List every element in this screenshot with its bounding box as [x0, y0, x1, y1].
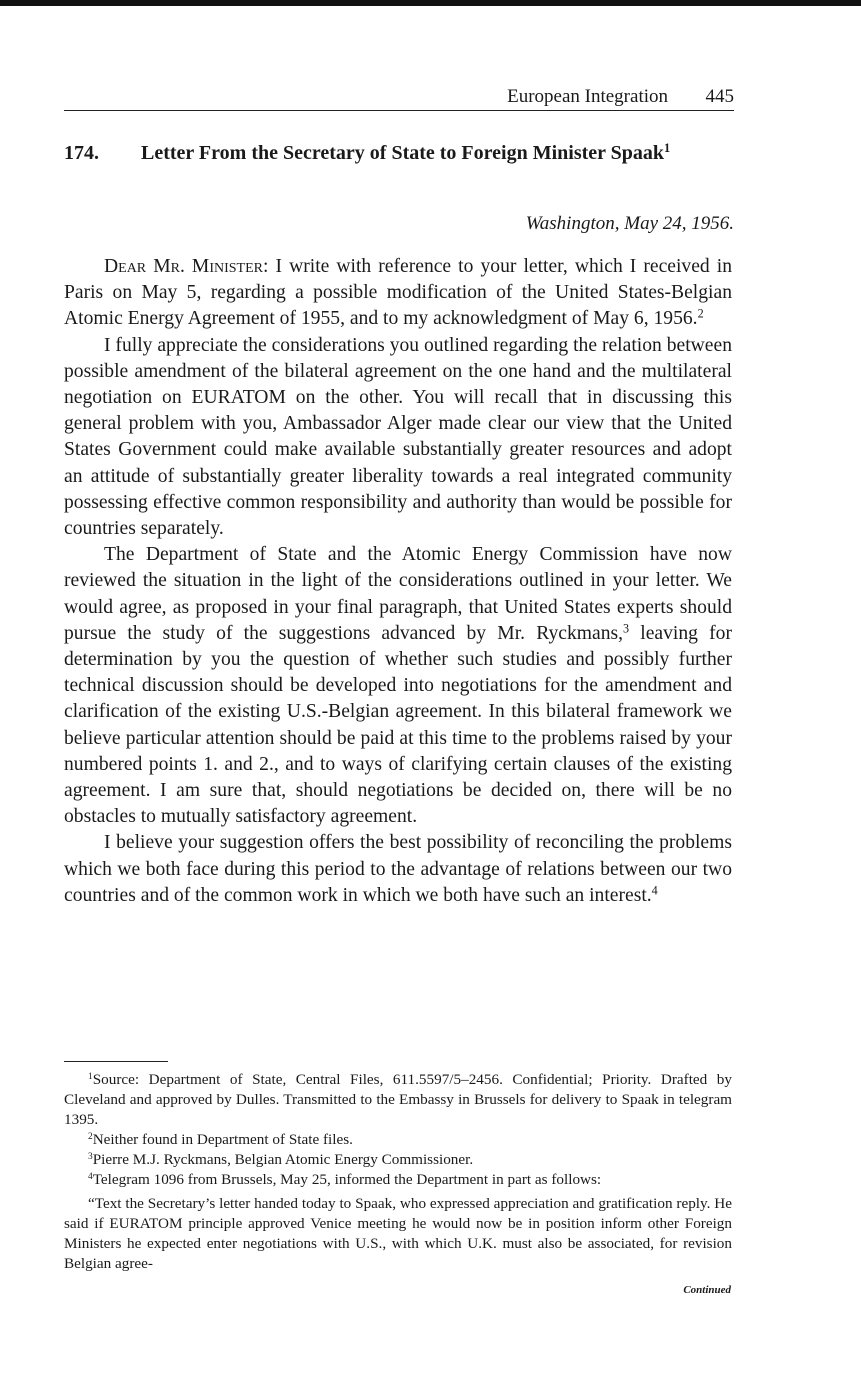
footnote-mark: 2: [88, 1131, 93, 1142]
document-number: 174.: [64, 142, 99, 164]
paragraph-1: [64, 254, 732, 333]
paragraph-4: [64, 830, 732, 909]
footnote-divider: [64, 1061, 168, 1062]
footnote-ref-4: 4: [651, 883, 658, 898]
dateline: Washington, May 24, 1956.: [525, 213, 734, 234]
telegram-quote: “Text the Secretary’s letter handed today to Spaak, who expressed appreciation and gratification reply. He said if EURATOM principle approved Venice meeting he would now be in position inform other Foreign Ministers he expected enter negotiations with U.S., with which U.K. must also be associated, for revision Belgian agree-: [64, 1195, 732, 1272]
footnote: [64, 1170, 732, 1190]
footnote-ref-2: 2: [697, 306, 704, 321]
footnote-mark: 3: [88, 1151, 93, 1162]
footnote-mark: 4: [88, 1171, 93, 1182]
document-title: [141, 140, 701, 166]
paragraph-4-text: I believe your suggestion offers the best possibility of reconciling the problems which we both face during this period to the advantage of relations between our two countries and of the common work in which we both have such an interest.: [64, 832, 732, 906]
paragraph-3-text-b: leaving for determination by you the question of whether such studies and possibly further technical discussion should be developed into negotiations for the amendment and clarification of the existing U.S.-Belgian agreement. In this bilateral framework we believe particular attention should be paid at this time to the problems raised by your numbered points 1. and 2., and to ways of clarifying certain clauses of the existing agreement. I am sure that, should negotiations be decided on, there will be no obstacles to mutually satisfactory agreement.: [64, 622, 732, 828]
footnote-text: Source: Department of State, Central Files, 611.5597/5–2456. Confidential; Priority. Drafted by Cleveland and approved by Dulles. Transmitted to the Embassy in Brussels for delivery to Spaak in telegram 1395.: [64, 1071, 732, 1128]
footnote-mark: 1: [88, 1071, 93, 1082]
running-header: [64, 86, 734, 111]
salutation: Dear Mr. Minister:: [104, 256, 269, 277]
letter-body: [64, 254, 732, 909]
footnote: [64, 1150, 732, 1170]
footnote-text: Neither found in Department of State files.: [92, 1131, 353, 1148]
document-title-text: Letter From the Secretary of State to Foreign Minister Spaak: [141, 142, 665, 164]
footnote-ref-1: 1: [664, 141, 671, 156]
footnote-text: Pierre M.J. Ryckmans, Belgian Atomic Energy Commissioner.: [92, 1151, 474, 1168]
footnote: [64, 1070, 732, 1130]
running-header-title: European Integration: [507, 86, 668, 107]
continued-label: Continued: [683, 1284, 731, 1296]
footnote: [64, 1130, 732, 1150]
page-number: 445: [705, 86, 734, 107]
paragraph-3: [64, 542, 732, 830]
paragraph-1-text: I write with reference to your letter, which I received in Paris on May 5, regarding a possible modification of the United States-Belgian Atomic Energy Agreement of 1955, and to my acknowledgment of May 6, 1956.: [64, 256, 733, 330]
paragraph-3-text-a: The Department of State and the Atomic Energy Commission have now reviewed the situation in the light of the considerations outlined in your letter. We would agree, as proposed in your final paragraph, that United States experts should pursue the study of the suggestions advanced by Mr. Ryckmans,: [64, 544, 732, 644]
footnotes: [64, 1070, 732, 1274]
paragraph-2: I fully appreciate the considerations you outlined regarding the relation between possible amendment of the bilateral agreement on the one hand and the multilateral negotiation on EURATOM on the other. You will recall that in discussing this general problem with you, Ambassador Alger made clear our view that the United States Government could make available substantially greater resources and adopt an attitude of substantially greater liberality towards a real integrated community possessing effective common responsibility and authority than would be possible for countries separately.: [64, 334, 732, 540]
page-top-edge: [0, 0, 861, 6]
footnote-text: Telegram 1096 from Brussels, May 25, informed the Department in part as follows:: [92, 1171, 602, 1188]
footnote-ref-3: 3: [623, 621, 630, 636]
